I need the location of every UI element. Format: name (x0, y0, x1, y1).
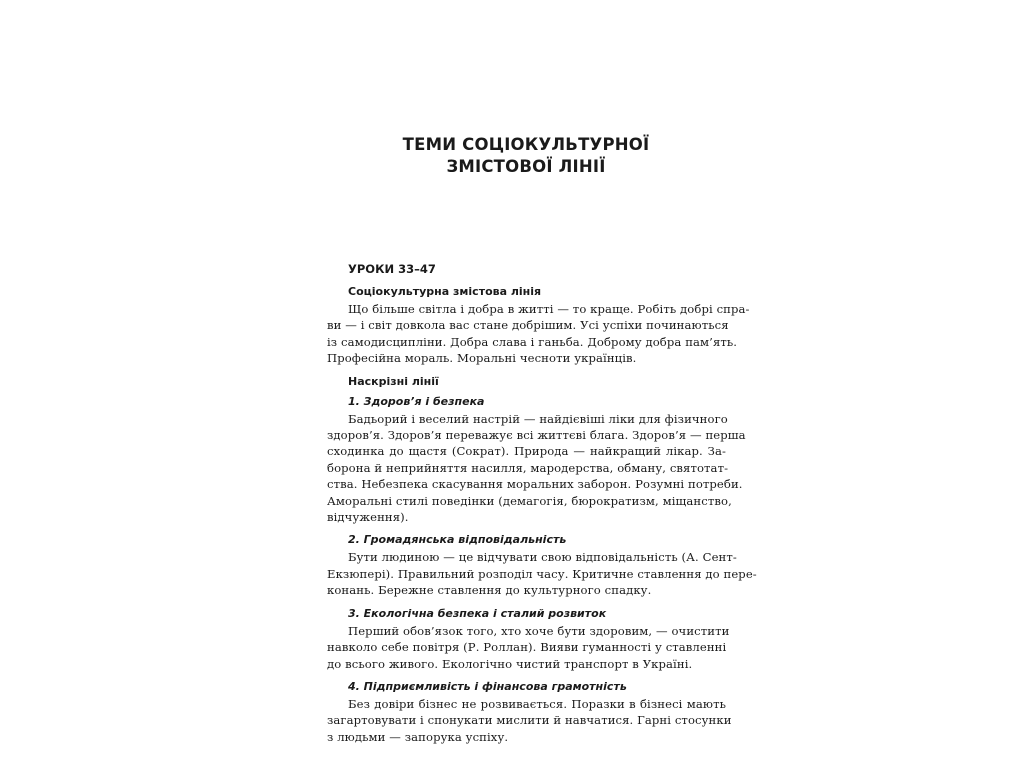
text-line: ви — і світ довкола вас стане добрішим. Усі успіхи починаються (327, 318, 729, 333)
subheading-ecology: 3. Екологічна безпека і сталий розвиток (348, 606, 607, 620)
text-line: здоров’я. Здоров’я переважує всі життєві блага. Здоров’я — перша (327, 428, 746, 443)
paragraph-civic-responsibility (327, 549, 757, 598)
paragraph-ecology (327, 623, 730, 672)
subheading-health-safety: 1. Здоров’я і безпека (348, 394, 485, 408)
paragraph-health-safety (327, 411, 746, 526)
document-body (327, 262, 757, 753)
text-line: Екзюпері). Правильний розподіл часу. Критичне ставлення до пере- (327, 566, 757, 581)
text-line: Аморальні стилі поведінки (демагогія, бюрократизм, міщанство, (327, 493, 732, 508)
text-line: Без довіри бізнес не розвивається. Поразки в бізнесі мають (348, 696, 726, 711)
text-line: сходинка до щастя (Сократ). Природа — найкращий лікар. За- (327, 444, 726, 459)
text-line: Бути людиною — це відчувати свою відповідальність (А. Сент- (348, 550, 737, 565)
text-line: Бадьорий і веселий настрій — найдієвіші ліки для фізичного (348, 411, 728, 426)
text-line: навколо себе повітря (Р. Роллан). Вияви гуманності у ставленні (327, 640, 727, 655)
text-line: Професійна мораль. Моральні чесноти українців. (327, 351, 637, 366)
text-line: відчуження). (327, 510, 409, 525)
text-line: загартовувати і спонукати мислити й навчатися. Гарні стосунки (327, 713, 732, 728)
text-line: до всього живого. Екологічно чистий транспорт в Україні. (327, 656, 693, 671)
lesson-heading: УРОКИ 33–47 (348, 262, 436, 276)
subheading-entrepreneurship: 4. Підприємливість і фінансова грамотність (348, 679, 627, 693)
page-title-line-1: ТЕМИ СОЦІОКУЛЬТУРНОЇ (402, 135, 650, 154)
text-line: Перший обов’язок того, хто хоче бути здоровим, — очистити (348, 623, 730, 638)
page-title (0, 134, 1024, 178)
text-line: борона й неприйняття насилля, мародерства, обману, святотат- (327, 460, 729, 475)
text-line: ства. Небезпека скасування моральних заборон. Розумні потреби. (327, 477, 743, 492)
section-heading-sociocultural: Соціокультурна змістова лінія (348, 285, 542, 298)
text-line: конань. Бережне ставлення до культурного спадку. (327, 583, 652, 598)
paragraph-entrepreneurship (327, 696, 732, 745)
text-line: Що більше світла і добра в житті — то краще. Робіть добрі спра- (348, 302, 750, 316)
text-line: з людьми — запорука успіху. (327, 729, 509, 744)
subheading-civic-responsibility: 2. Громадянська відповідальність (348, 533, 567, 547)
text-line: із самодисципліни. Добра слава і ганьба. Доброму добра пам’ять. (327, 334, 738, 349)
paragraph-sociocultural (327, 301, 750, 367)
page-title-line-2: ЗМІСТОВОЇ ЛІНІЇ (446, 157, 606, 176)
section-heading-crosscutting: Наскрізні лінії (348, 374, 439, 388)
